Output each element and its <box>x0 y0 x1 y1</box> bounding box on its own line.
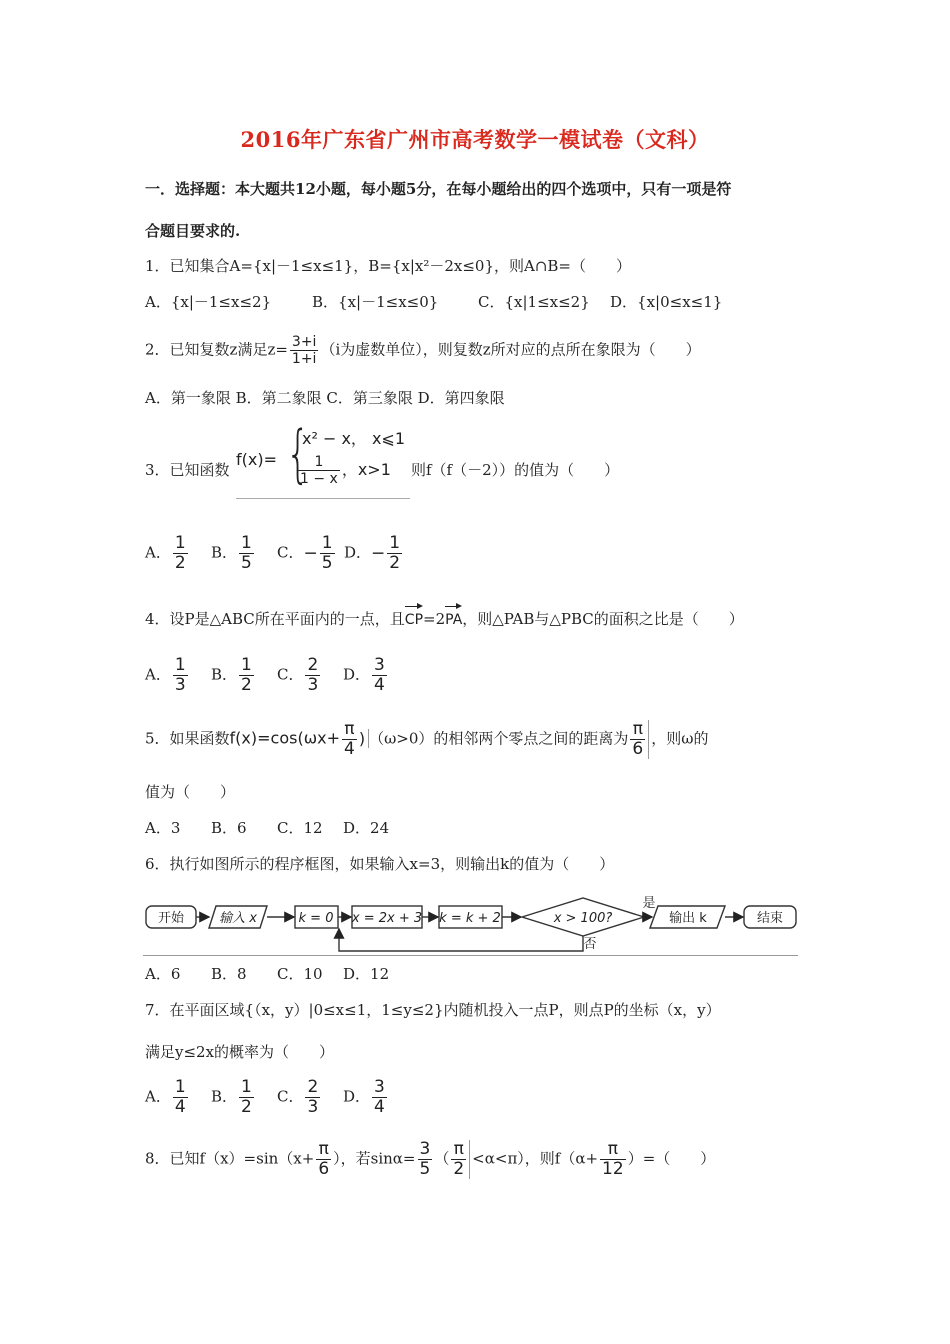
q8-part5: ）=（ ） <box>627 1149 716 1168</box>
q3-option-b-label: B． <box>211 543 238 562</box>
q4-option-a-num: 1 <box>174 655 186 675</box>
q4-vector-pa: PA <box>445 604 462 630</box>
q3-option-c-sign: − <box>303 543 318 564</box>
q3-brace: { <box>286 417 310 490</box>
q3-row2-den: 1 − x <box>300 471 338 487</box>
q3-option-a-den: 2 <box>174 553 186 573</box>
q4-option-d-den: 4 <box>374 675 385 695</box>
q5-option-c[interactable]: C．12 <box>277 819 323 837</box>
q7-option-a-label: A． <box>145 1087 171 1106</box>
q8-stem <box>145 1140 715 1179</box>
q8-frac4-den: 12 <box>602 1159 624 1179</box>
q8-part2: ），若sinα= <box>333 1149 416 1168</box>
q4-option-b-num: 1 <box>241 655 252 675</box>
q8-part1: 8．已知f（x）=sin（x+ <box>145 1149 315 1168</box>
q3-fx: f(x)= <box>236 450 277 469</box>
q3-option-b-den: 5 <box>241 553 252 573</box>
q3-option-c-frac <box>320 534 335 573</box>
q3-option-c-den: 5 <box>321 553 333 573</box>
q3-option-b-num: 1 <box>241 533 252 553</box>
q3-row2-fraction <box>298 454 340 487</box>
q3-option-d-label: D． <box>344 543 372 562</box>
q7-option-a[interactable] <box>145 1078 211 1117</box>
q7-stem-line1: 7．在平面区域{（x，y）|0≤x≤1，1≤y≤2}内随机投入一点P，则点P的坐标（x，y） <box>145 1001 721 1019</box>
q8-frac1-den: 6 <box>318 1159 330 1179</box>
q3-suffix: 则f（f（－2））的值为（ ） <box>411 461 620 479</box>
q8-frac2-den: 5 <box>419 1159 431 1179</box>
q4-option-a-den: 3 <box>174 675 186 695</box>
q3-option-a[interactable] <box>145 534 211 573</box>
q5-suffix: ，则ω的 <box>651 729 709 748</box>
q5-line2: 值为（ ） <box>145 783 236 801</box>
q7-option-b-label: B． <box>211 1087 238 1106</box>
q2-options[interactable]: A．第一象限 B．第二象限 C．第三象限 D．第四象限 <box>145 389 505 407</box>
q7-option-c-den: 3 <box>307 1097 319 1117</box>
q3-option-c-num: 1 <box>321 533 333 553</box>
q6-flowchart <box>143 893 798 956</box>
q5-middle: （ω>0）的相邻两个零点之间的距离为 <box>369 729 629 748</box>
q5-phase-fraction <box>342 720 357 759</box>
q4-stem <box>145 604 744 630</box>
q8-frac3 <box>451 1140 470 1179</box>
q8-frac4-num: π <box>607 1139 618 1159</box>
q3-option-a-label: A． <box>145 543 171 562</box>
q7-option-c[interactable] <box>277 1078 343 1117</box>
q3-option-b-frac <box>239 534 254 573</box>
q7-option-b-frac <box>239 1078 254 1117</box>
q3-option-d-den: 2 <box>389 553 401 573</box>
q2-suffix: （i为虚数单位），则复数z所对应的点所在象限为（ ） <box>320 340 701 359</box>
q3-option-b[interactable] <box>211 534 277 573</box>
q5-prefix: 5．如果函数 <box>145 729 230 748</box>
q7-option-c-label: C． <box>277 1087 304 1106</box>
q1-options <box>145 292 722 312</box>
q7-option-c-frac <box>305 1078 320 1117</box>
q4-option-d-label: D． <box>343 665 371 684</box>
q8-frac1 <box>316 1140 331 1179</box>
q7-option-d-frac <box>372 1078 387 1117</box>
q2-prefix: 2．已知复数z满足z= <box>145 340 288 359</box>
q4-option-b[interactable] <box>211 656 277 695</box>
q8-frac1-num: π <box>318 1139 329 1159</box>
q7-option-c-num: 2 <box>307 1077 319 1097</box>
q8-frac4 <box>600 1140 626 1179</box>
q4-option-b-frac <box>239 656 254 695</box>
q1-option-c[interactable]: C．{x|1≤x≤2} <box>478 293 590 311</box>
q4-option-c-num: 2 <box>307 655 319 675</box>
flow-no-label: 否 <box>583 937 597 952</box>
q6-option-a[interactable]: A．6 <box>145 965 181 983</box>
q4-option-d[interactable] <box>343 656 389 695</box>
q7-option-b[interactable] <box>211 1078 277 1117</box>
q4-option-c-frac <box>305 656 320 695</box>
q6-options <box>145 964 389 984</box>
q7-option-d-den: 4 <box>374 1097 385 1117</box>
q3-option-c-label: C． <box>277 543 304 562</box>
q5-distance-fraction <box>630 720 649 759</box>
q4-option-a-label: A． <box>145 665 171 684</box>
q5-phase-num: π <box>344 719 355 739</box>
q5-distance-num: π <box>632 719 643 739</box>
q4-options <box>145 656 389 695</box>
section-heading-line1: 一．选择题：本大题共12小题，每小题5分，在每小题给出的四个选项中，只有一项是符 <box>145 180 732 198</box>
flow-assign-k-label: k = k + 2 <box>439 911 501 926</box>
q8-frac2 <box>418 1140 433 1179</box>
q5-option-a[interactable]: A．3 <box>145 819 181 837</box>
q4-option-a[interactable] <box>145 656 211 695</box>
q2-fraction <box>290 334 319 367</box>
q8-part4: <α<π），则f（α+ <box>472 1149 599 1168</box>
q5-fx: f(x)=cos(ωx+ <box>229 728 340 748</box>
q5-stem <box>145 720 708 759</box>
q3-option-c[interactable] <box>277 534 344 573</box>
q4-option-c-label: C． <box>277 665 304 684</box>
q3-row2 <box>296 454 391 487</box>
q4-vector-cp: CP <box>405 604 423 630</box>
q7-option-d-label: D． <box>343 1087 371 1106</box>
flow-condition-label: x > 100? <box>553 911 613 926</box>
q3-option-d-frac <box>387 534 402 573</box>
q7-option-a-den: 4 <box>174 1097 186 1117</box>
q1-stem: 1．已知集合A={x|－1≤x≤1}，B={x|x²－2x≤0}，则A∩B=（ ） <box>145 257 632 275</box>
q3-piecewise-function <box>236 418 410 499</box>
flow-yes-label: 是 <box>642 896 656 911</box>
q5-option-d[interactable]: D．24 <box>343 819 390 837</box>
q4-mid: =2 <box>423 610 446 628</box>
q2-frac-den: 1+i <box>291 351 317 367</box>
q4-option-c[interactable] <box>277 656 343 695</box>
q5-phase-den: 4 <box>343 739 355 759</box>
q3-option-d[interactable] <box>344 534 404 573</box>
q4-option-b-den: 2 <box>241 675 252 695</box>
flow-start-label: 开始 <box>157 911 185 926</box>
q4-option-a-frac <box>173 656 188 695</box>
q4-option-b-label: B． <box>211 665 238 684</box>
q3-options <box>145 534 404 573</box>
flow-assign-x-label: x = 2x + 3 <box>351 911 423 926</box>
q4-option-c-den: 3 <box>307 675 319 695</box>
flow-init-label: k = 0 <box>298 911 334 926</box>
q3-row2-num: 1 <box>314 454 324 470</box>
q3-row2-cond: ，x>1 <box>341 460 391 479</box>
flow-input-label: 输入 x <box>219 911 257 926</box>
q8-frac2-num: 3 <box>419 1139 431 1159</box>
q7-option-d[interactable] <box>343 1078 389 1117</box>
q7-option-a-frac <box>173 1078 188 1117</box>
q1-option-a[interactable]: A．{x|－1≤x≤2} <box>145 293 272 311</box>
q4-option-d-frac <box>372 656 387 695</box>
q8-part3: （ <box>434 1149 450 1168</box>
q5-options <box>145 818 389 838</box>
flowchart-svg <box>143 893 798 955</box>
section-heading-line2: 合题目要求的. <box>145 222 241 240</box>
q8-frac3-num: π <box>453 1139 464 1159</box>
q3-prefix: 3．已知函数 <box>145 461 230 479</box>
q1-option-b[interactable]: B．{x|－1≤x≤0} <box>312 293 439 311</box>
q7-option-b-num: 1 <box>241 1077 252 1097</box>
q4-prefix: 4．设P是△ABC所在平面内的一点，且 <box>145 610 405 628</box>
flow-end-label: 结束 <box>756 911 784 926</box>
q2-stem <box>145 334 701 367</box>
q2-frac-num: 3+i <box>291 334 317 350</box>
q7-stem-line2: 满足y≤2x的概率为（ ） <box>145 1043 335 1061</box>
q4-option-d-num: 3 <box>374 655 385 675</box>
q6-stem: 6．执行如图所示的程序框图，如果输入x=3，则输出k的值为（ ） <box>145 855 615 873</box>
q5-distance-den: 6 <box>632 739 644 759</box>
q6-option-d[interactable]: D．12 <box>343 965 390 983</box>
q7-options <box>145 1078 389 1117</box>
q3-option-d-num: 1 <box>389 533 401 553</box>
q6-option-c[interactable]: C．10 <box>277 965 323 983</box>
q7-option-b-den: 2 <box>241 1097 252 1117</box>
q6-option-b[interactable]: B．8 <box>211 965 247 983</box>
flow-output-label: 输出 k <box>669 911 707 926</box>
q3-option-a-num: 1 <box>174 533 186 553</box>
q5-fx-close: ) <box>359 729 369 748</box>
q7-option-d-num: 3 <box>374 1077 385 1097</box>
q3-option-d-sign: − <box>371 543 386 564</box>
q1-option-d[interactable]: D．{x|0≤x≤1} <box>610 293 723 311</box>
q3-option-a-frac <box>173 534 188 573</box>
q3-row1: x² − x， x⩽1 <box>302 429 406 448</box>
q8-frac3-den: 2 <box>453 1159 465 1179</box>
q4-suffix: ，则△PAB与△PBC的面积之比是（ ） <box>462 610 744 628</box>
q7-option-a-num: 1 <box>174 1077 186 1097</box>
q5-option-b[interactable]: B．6 <box>211 819 247 837</box>
page-title: 2016年广东省广州市高考数学一模试卷（文科） <box>240 127 710 152</box>
